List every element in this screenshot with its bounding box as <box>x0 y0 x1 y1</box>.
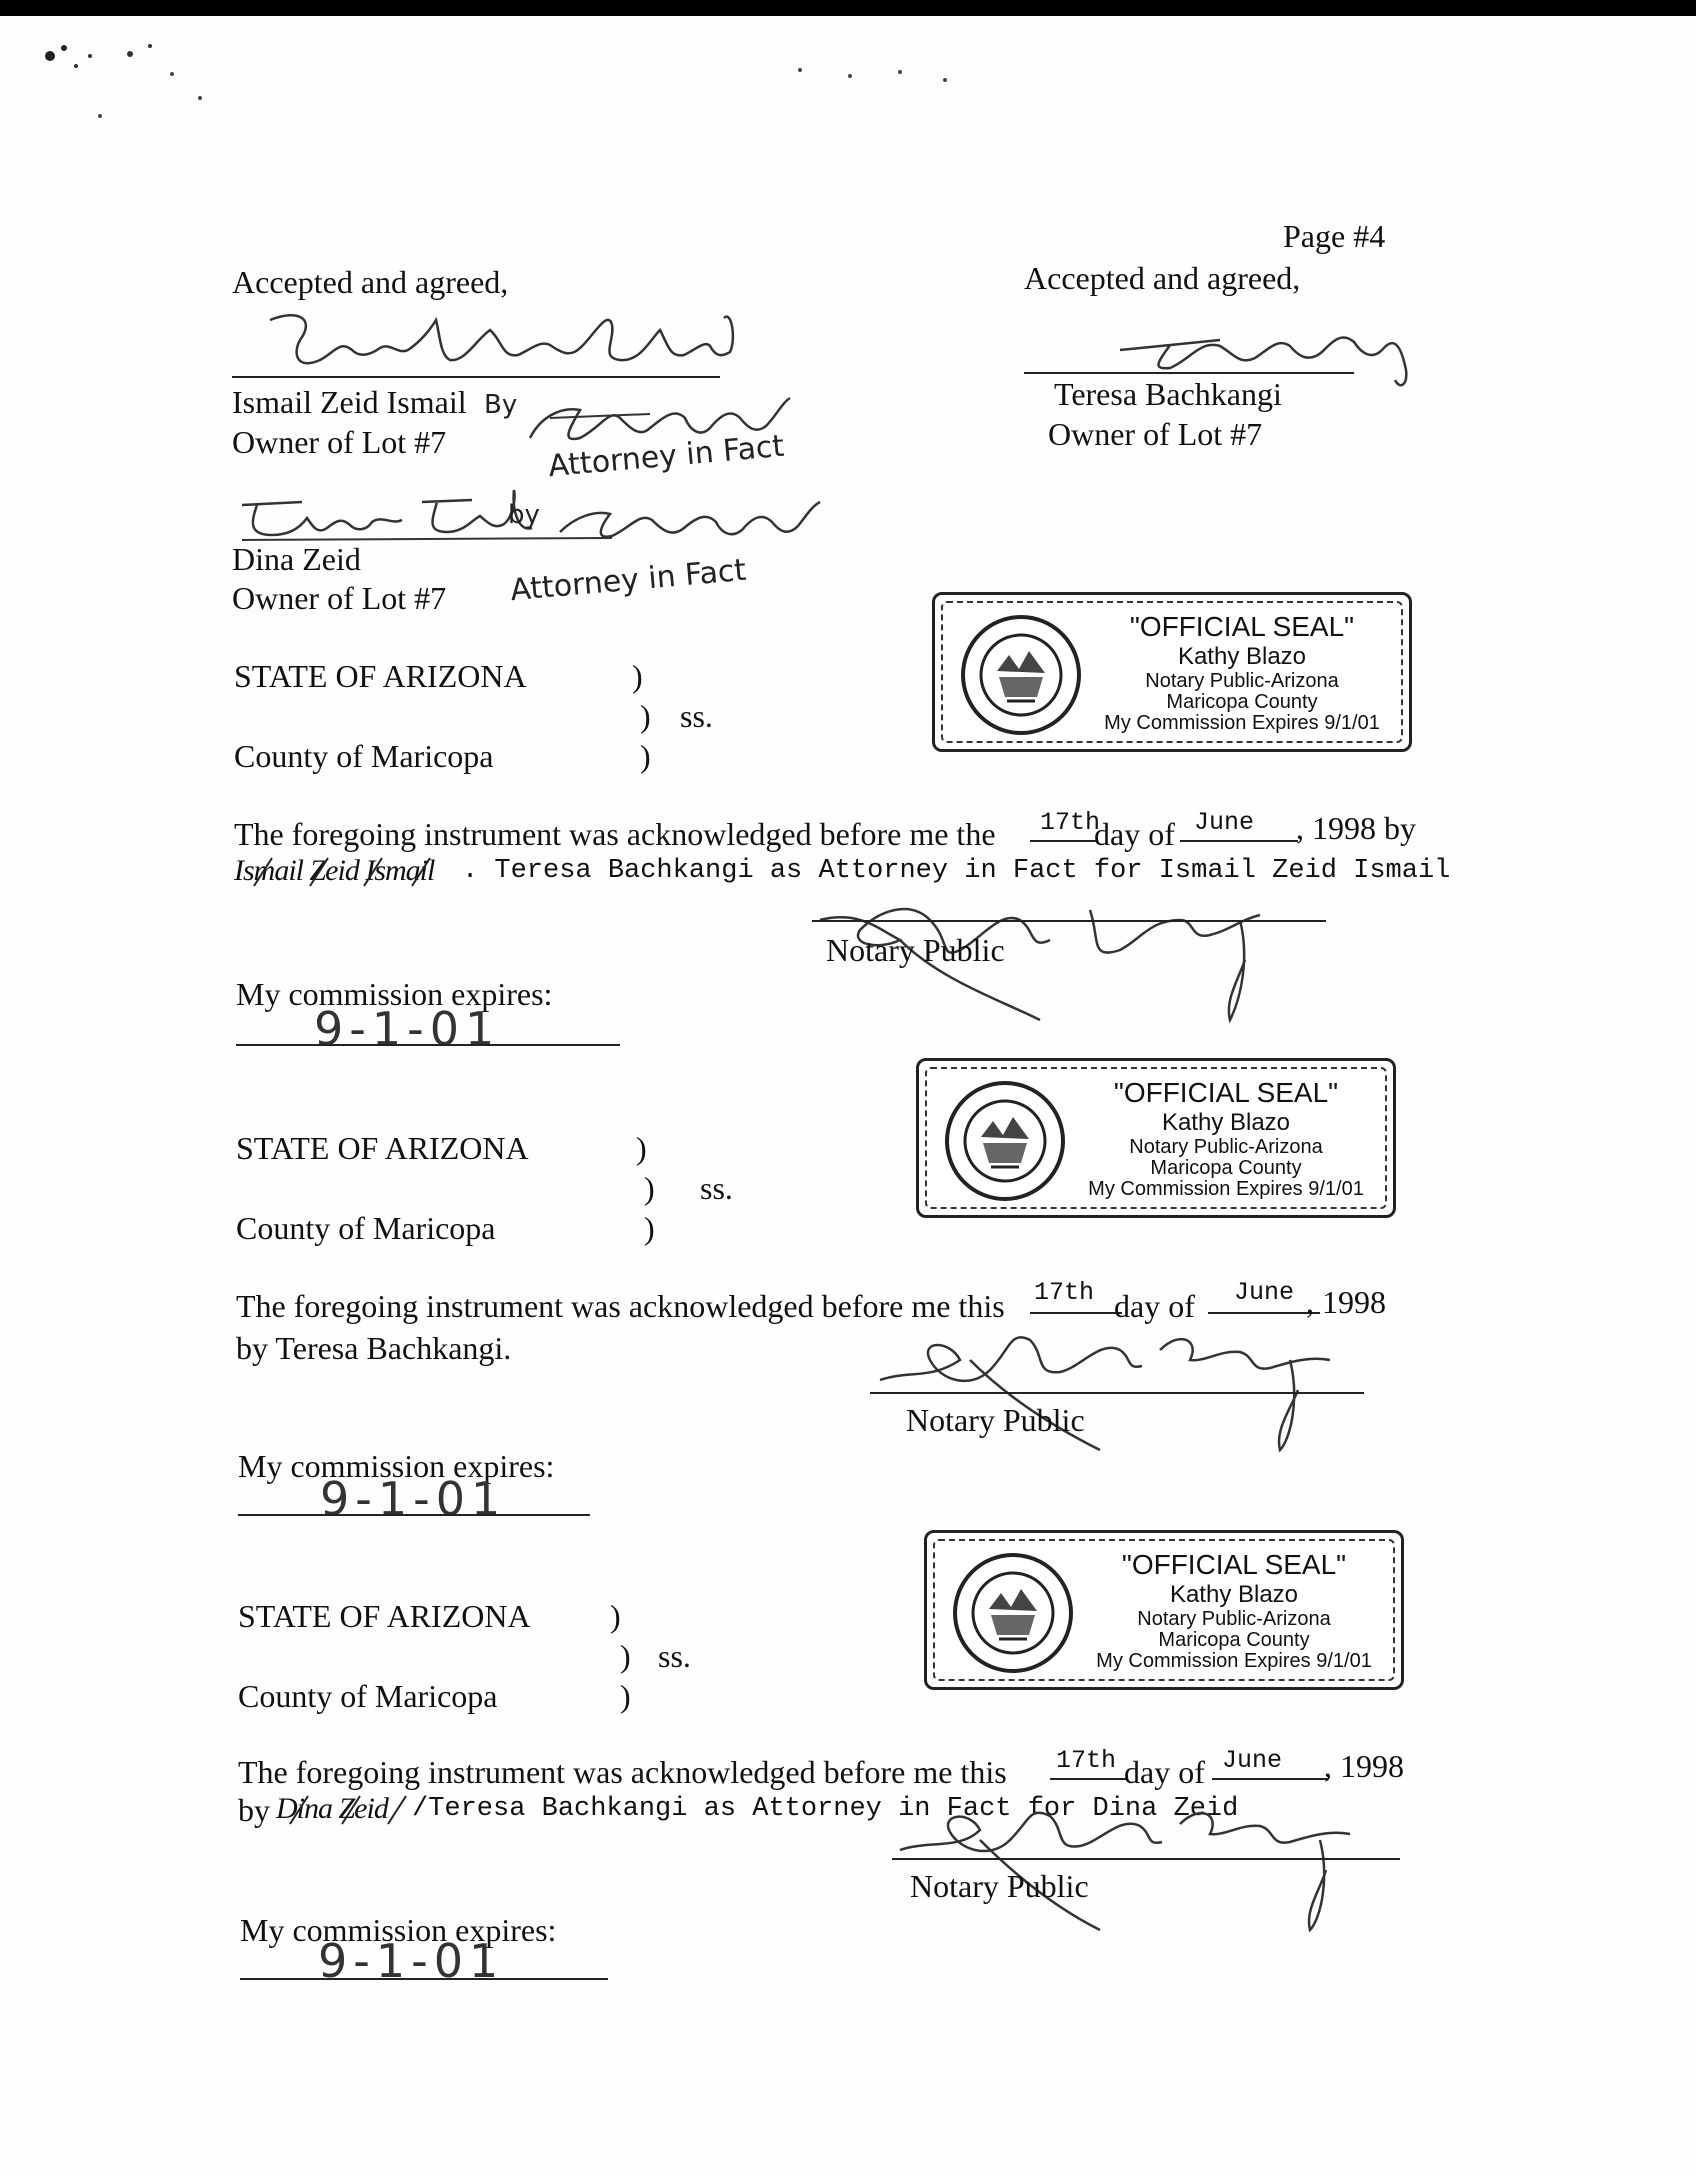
ack2-paren-2: ) <box>644 1170 655 1206</box>
seal-line-1: Notary Public-Arizona <box>1137 1608 1331 1630</box>
seal-title: "OFFICIAL SEAL" <box>1113 1077 1339 1108</box>
ack1-strike-marks <box>234 852 474 892</box>
signature-bachkangi-attorney-2 <box>550 492 830 552</box>
ack1-ss: ss. <box>680 698 713 734</box>
ack2-county: County of Maricopa <box>236 1210 496 1246</box>
seal-notary-name: Kathy Blazo <box>1177 643 1307 670</box>
ack3-notary-label: Notary Public <box>910 1868 1089 1904</box>
ack2-commission-line <box>238 1514 590 1516</box>
ack3-struck-name: Dina Zeid <box>276 1792 388 1825</box>
ack3-ss: ss. <box>658 1638 691 1674</box>
ack1-month-line <box>1180 840 1298 842</box>
official-seal-1 <box>932 592 1412 752</box>
ack1-notary-label: Notary Public <box>826 932 1005 968</box>
signer1-name: Ismail Zeid Ismail <box>232 384 467 420</box>
ack3-commission-line <box>240 1978 608 1980</box>
ack3-strike-marks <box>276 1790 416 1830</box>
ack1-day: 17th <box>1040 808 1101 837</box>
seal-line-3: My Commission Expires 9/1/01 <box>1096 1650 1372 1672</box>
right-accepted-heading: Accepted and agreed, <box>1024 260 1301 296</box>
signer1-role: Owner of Lot #7 <box>232 424 447 460</box>
ack1-commission-line <box>236 1044 620 1046</box>
seal-line-2: Maricopa County <box>1158 1629 1310 1651</box>
ack2-paren-3: ) <box>644 1210 655 1246</box>
notary-line-3 <box>892 1858 1400 1860</box>
ack2-day: 17th <box>1034 1278 1095 1307</box>
ack2-month: June <box>1234 1278 1295 1307</box>
ack3-commission-label: My commission expires: <box>240 1912 557 1948</box>
arizona-state-seal-icon <box>941 1077 1069 1205</box>
right-signer-name: Teresa Bachkangi <box>1054 376 1282 412</box>
ack3-paren-2: ) <box>620 1638 631 1674</box>
ack1-commission-value: 9-1-01 <box>314 1002 501 1056</box>
left-accepted-heading: Accepted and agreed, <box>232 264 509 300</box>
ack3-commission-value: 9-1-01 <box>318 1934 505 1988</box>
ack2-by-line: by Teresa Bachkangi. <box>236 1330 512 1366</box>
ack2-state: STATE OF ARIZONA <box>236 1130 529 1166</box>
notary-line-1 <box>812 920 1326 922</box>
ack1-typed-text: . Teresa Bachkangi as Attorney in Fact for Ismail Zeid Ismail <box>462 856 1451 886</box>
ack1-day-line <box>1030 840 1098 842</box>
ack2-day-of: day of <box>1114 1288 1195 1324</box>
seal-line-2: Maricopa County <box>1166 691 1318 713</box>
arizona-state-seal-icon <box>957 611 1085 739</box>
ack1-commission-label: My commission expires: <box>236 976 553 1012</box>
signer2-role: Owner of Lot #7 <box>232 580 447 616</box>
ack1-paren-3: ) <box>640 738 651 774</box>
ack3-typed-text: /Teresa Bachkangi as Attorney in Fact for Dina Zeid <box>412 1794 1239 1824</box>
scan-top-border <box>0 0 1696 16</box>
seal-notary-name: Kathy Blazo <box>1161 1109 1291 1136</box>
page-number: Page #4 <box>1283 218 1386 254</box>
right-signer-role: Owner of Lot #7 <box>1048 416 1263 452</box>
ack3-paren-3: ) <box>620 1678 631 1714</box>
ack2-ss: ss. <box>700 1170 733 1206</box>
seal-notary-name: Kathy Blazo <box>1169 1581 1299 1608</box>
ack1-state: STATE OF ARIZONA <box>234 658 527 694</box>
signer1-by-handwritten: By <box>484 390 518 420</box>
ack3-month: June <box>1222 1746 1283 1775</box>
seal-line-1: Notary Public-Arizona <box>1145 670 1339 692</box>
signature-line-1 <box>232 376 720 378</box>
notary-signature-3 <box>880 1780 1400 1940</box>
seal-title: "OFFICIAL SEAL" <box>1121 1549 1347 1580</box>
ack3-day: 17th <box>1056 1746 1117 1775</box>
ack1-year-by: , 1998 by <box>1296 810 1416 846</box>
ack1-paren-1: ) <box>632 658 643 694</box>
ack1-struck-name: Ismail Zeid Ismail <box>234 854 435 887</box>
official-seal-2 <box>916 1058 1396 1218</box>
seal-line-1: Notary Public-Arizona <box>1129 1136 1323 1158</box>
signer1-attorney-note: Attorney in Fact <box>546 428 786 485</box>
ack1-paren-2: ) <box>640 698 651 734</box>
seal-line-3: My Commission Expires 9/1/01 <box>1088 1178 1364 1200</box>
ack2-text-before: The foregoing instrument was acknowledged before me this <box>236 1288 1005 1324</box>
notary-line-2 <box>870 1392 1364 1394</box>
ack3-text-before: The foregoing instrument was acknowledged before me this <box>238 1754 1007 1790</box>
ack3-year: , 1998 <box>1324 1748 1404 1784</box>
ack3-day-of: day of <box>1124 1754 1205 1790</box>
ack3-county: County of Maricopa <box>238 1678 498 1714</box>
ack3-paren-1: ) <box>610 1598 621 1634</box>
ack2-year: , 1998 <box>1306 1284 1386 1320</box>
signer2-by-handwritten: by <box>508 500 540 530</box>
ack2-paren-1: ) <box>636 1130 647 1166</box>
ack1-county: County of Maricopa <box>234 738 494 774</box>
ack3-by: by <box>238 1792 270 1828</box>
ack1-text-before: The foregoing instrument was acknowledged before me the <box>234 816 996 852</box>
official-seal-3 <box>924 1530 1404 1690</box>
ack1-day-of: day of <box>1094 816 1175 852</box>
signer2-attorney-note: Attorney in Fact <box>508 552 748 609</box>
seal-title: "OFFICIAL SEAL" <box>1129 611 1355 642</box>
ack2-notary-label: Notary Public <box>906 1402 1085 1438</box>
arizona-state-seal-icon <box>949 1549 1077 1677</box>
ack3-state: STATE OF ARIZONA <box>238 1598 531 1634</box>
scan-specks <box>40 36 960 126</box>
signature-line-right <box>1024 372 1354 374</box>
signer2-name: Dina Zeid <box>232 541 361 577</box>
seal-line-3: My Commission Expires 9/1/01 <box>1104 712 1380 734</box>
ack2-commission-value: 9-1-01 <box>320 1472 507 1526</box>
ack1-month: June <box>1194 808 1255 837</box>
ack2-commission-label: My commission expires: <box>238 1448 555 1484</box>
seal-line-2: Maricopa County <box>1150 1157 1302 1179</box>
